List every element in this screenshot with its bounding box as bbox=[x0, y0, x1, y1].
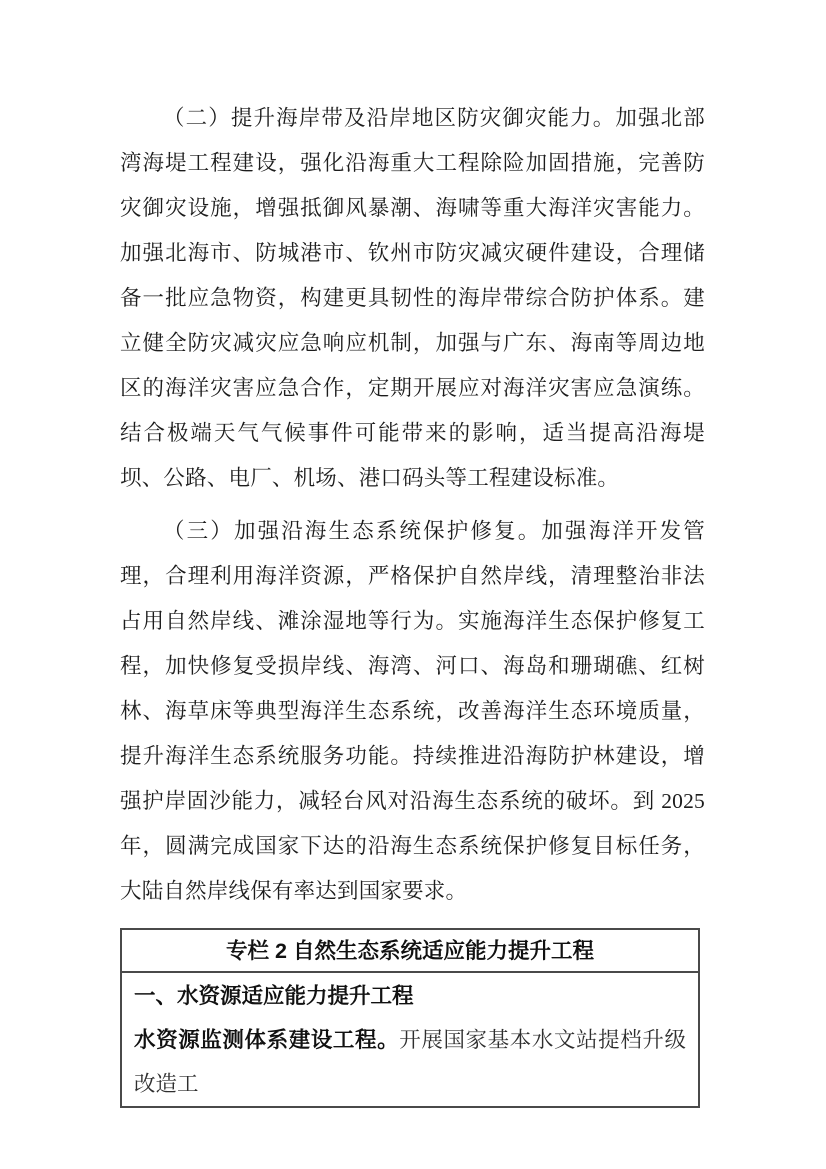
callout-entry-lead: 水资源监测体系建设工程。 bbox=[134, 1028, 400, 1052]
paragraph-coastal-ecosystem-restoration: （三）加强沿海生态系统保护修复。加强海洋开发管理，合理利用海洋资源，严格保护自然岸线，清理整治非法占用自然岸线、滩涂湿地等行为。实施海洋生态保护修复工程，加快修复受损岸线、海湾、河口、海岛和珊瑚礁、红树林、海草床等典型海洋生态系统，改善海洋生态环境质量，提升海洋生态系统服务功能。持续推进沿海防护林建设，增强护岸固沙能力，减轻台风对沿海生态系统的破坏。到 2025 年，圆满完成国家下达的沿海生态系统保护修复目标任务，大陆自然岸线保有率达到国家要求。 bbox=[120, 519, 705, 903]
paragraph-coastal-disaster-defense: （二）提升海岸带及沿岸地区防灾御灾能力。加强北部湾海堤工程建设，强化沿海重大工程除险加固措施，完善防灾御灾设施，增强抵御风暴潮、海啸等重大海洋灾害能力。加强北海市、防城港市、钦州市防灾减灾硬件建设，合理储备一批应急物资，构建更具韧性的海岸带综合防护体系。建立健全防灾减灾应急响应机制，加强与广东、海南等周边地区的海洋灾害应急合作，定期开展应对海洋灾害应急演练。结合极端天气气候事件可能带来的影响，适当提高沿海堤坝、公路、电厂、机场、港口码头等工程建设标准。 bbox=[120, 106, 705, 490]
callout-section-heading-water-resources: 一、水资源适应能力提升工程 bbox=[134, 984, 414, 1008]
callout-entry-monitoring-system bbox=[134, 1018, 686, 1106]
page-content bbox=[120, 96, 705, 1108]
callout-box-title: 专栏 2 自然生态系统适应能力提升工程 bbox=[122, 930, 698, 973]
callout-box-body bbox=[122, 973, 698, 1106]
callout-box-natural-ecosystem-projects bbox=[120, 928, 700, 1108]
callout-entry-text: 开展国家基本水文站提档升级改造工 bbox=[134, 1028, 686, 1096]
